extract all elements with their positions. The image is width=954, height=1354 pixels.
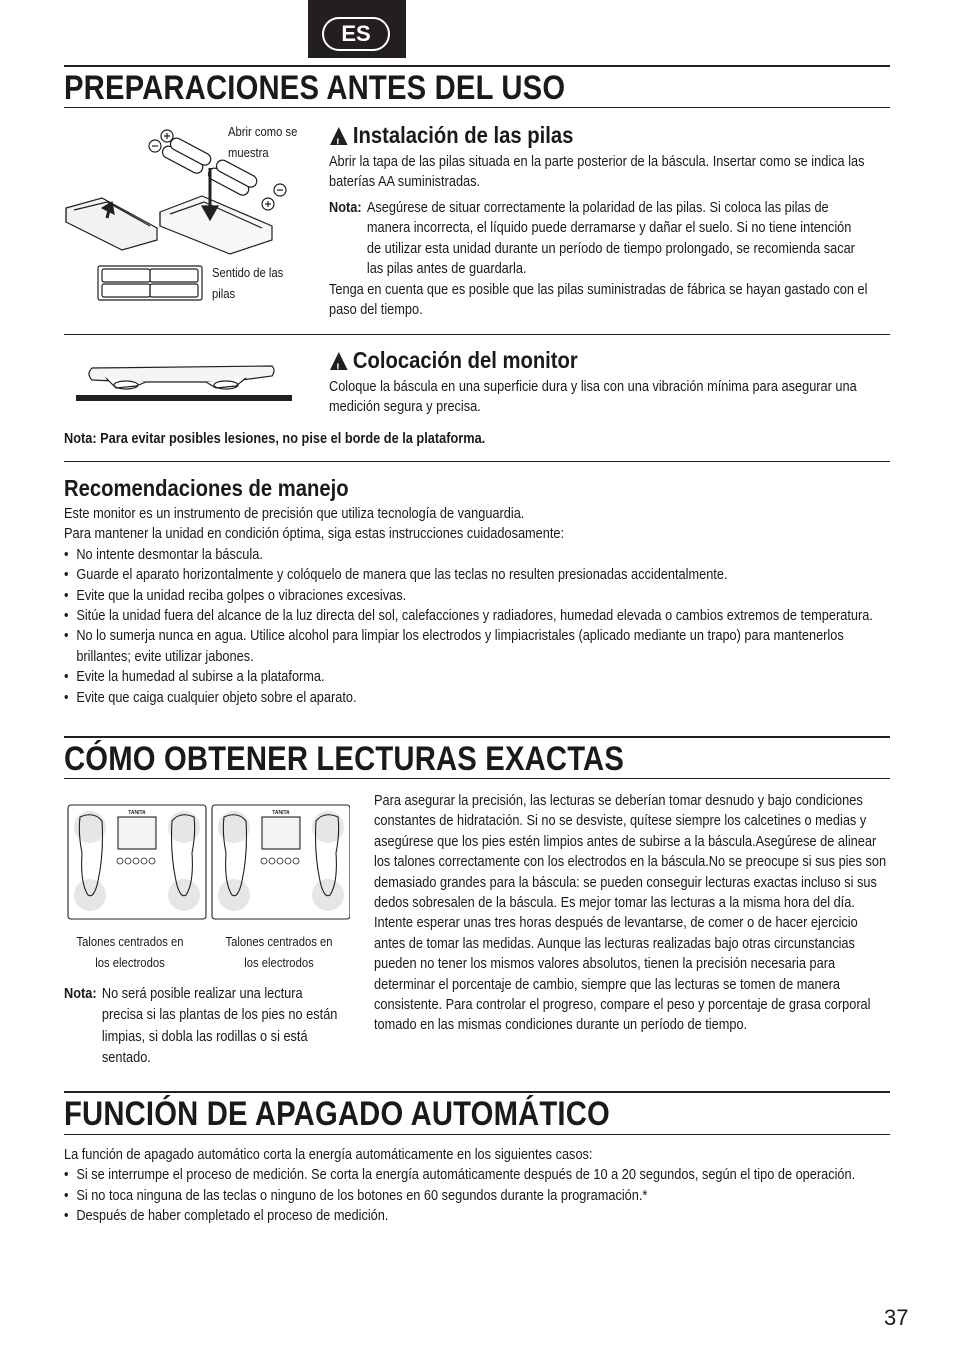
lecturas-body: Para asegurar la precisión, las lecturas se deberían tomar desnudo y bajo condiciones constantes de hidratación. Si no se desviste, quítese siempre los calcetines o medias y asegúrese que los pies estén limpios antes de subirse a la báscula.Asegúrese de alinear los talones correctamente con los electrodos en la báscula.No se preocupe si sus pies son demasiado grandes para la báscula: se pueden conseguir lecturas exactas incluso si sus dedos sobresalen de la báscula. Es mejor tomar las lecturas a la misma hora del día. Intente esperar unas tres horas después de levantarse, de comer o de hacer ejercicio antes de tomar las medidas. Aunque las lecturas realizadas bajo otras circunstancias pueden no tener los mismos valores absolutos, tienen la precisión necesaria para determinar el porcentaje de cambio, siempre que las lecturas se tomen de manera consistente. Para controlar el progreso, compare el peso y porcentaje de grasa corporal tomado en las mismas condiciones durante un período de tiempo. — [374, 793, 887, 1034]
pilas-outro: Tenga en cuenta que es posible que las pilas suministradas de fábrica se hayan gastado con el paso del tiempo. — [329, 282, 868, 319]
title-rule-top — [64, 65, 890, 67]
list-item: • Sitúe la unidad fuera del alcance de la luz directa del sol, calefacciones y radiadores, humedad elevada o cambios extremos de temperatura. — [64, 606, 891, 626]
list-item: • Si no toca ninguna de las teclas o ninguno de los botones en 60 segundos durante la programación.* — [64, 1186, 891, 1206]
list-item: • Si se interrumpe el proceso de medición. Se corta la energía automáticamente después de 10 a 20 segundos, según el tipo de operación. — [64, 1165, 891, 1185]
section-title-apagado: FUNCIÓN DE APAGADO AUTOMÁTICO — [64, 1095, 610, 1133]
title-rule-bottom — [64, 107, 890, 108]
nota-label: Nota: — [329, 200, 362, 216]
recomendaciones-list — [64, 504, 891, 708]
divider — [64, 334, 890, 335]
lecturas-nota — [64, 984, 346, 1070]
page-number: 37 — [884, 1305, 909, 1330]
section-title-preparaciones: PREPARACIONES ANTES DEL USO — [64, 69, 566, 107]
warning-icon — [330, 352, 348, 370]
divider — [64, 461, 890, 462]
title-rule-top — [64, 1091, 890, 1093]
warning-icon — [330, 127, 348, 145]
recomendaciones-intro: Este monitor es un instrumento de precisión que utiliza tecnología de vanguardia. — [64, 506, 525, 522]
title-rule-bottom — [64, 778, 890, 779]
scale-side-figure — [76, 356, 292, 406]
apagado-list — [64, 1145, 891, 1227]
list-item: • No intente desmontar la báscula. — [64, 545, 891, 565]
list-item: • Evite que caiga cualquier objeto sobre el aparato. — [64, 688, 891, 708]
list-item: • Evite que la unidad reciba golpes o vibraciones excesivas. — [64, 586, 891, 606]
caption-left: Talones centrados en los electrodos — [76, 935, 184, 970]
nota-text: Asegúrese de situar correctamente la polaridad de las pilas. Si coloca las pilas de manera incorrecta, el líquido puede derramarse y dañar el suelo. Si no tiene intención de utilizar esta unidad durante un período de tiempo prolongado, se recomienda sacar las pilas antes de guardarla. — [366, 200, 855, 278]
warning-note: Nota: Para evitar posibles lesiones, no pise el borde de la plataforma. — [64, 431, 486, 447]
scale-feet-figure — [66, 803, 350, 921]
heading-colocacion-monitor: !Colocación del monitor — [330, 346, 578, 374]
nota-text: No será posible realizar una lectura precisa si las plantas de los pies no están limpias, si dobla las rodillas o si está sentado. — [101, 986, 338, 1067]
figure-caption-open: Abrir como se muestra — [228, 125, 298, 160]
caption-right: Talones centrados en los electrodos — [225, 935, 333, 970]
monitor-text: Coloque la báscula en una superficie dura y lisa con una vibración mínima para asegurar una medición segura y precisa. — [329, 379, 857, 416]
list-item: • Guarde el aparato horizontalmente y colóquelo de manera que las teclas no resulten presionadas accidentalmente. — [64, 565, 891, 585]
nota-label: Nota: — [64, 986, 97, 1002]
pilas-nota — [329, 198, 857, 280]
apagado-intro: La función de apagado automático corta la energía automáticamente en los siguientes casos: — [64, 1147, 593, 1163]
list-item: • Después de haber completado el proceso de medición. — [64, 1206, 891, 1226]
recomendaciones-intro: Para mantener la unidad en condición óptima, siga estas instrucciones cuidadosamente: — [64, 526, 565, 543]
section-title-lecturas: CÓMO OBTENER LECTURAS EXACTAS — [64, 740, 625, 778]
brand-label: TANITA — [272, 810, 290, 816]
title-rule-bottom — [64, 1134, 890, 1135]
brand-label: TANITA — [128, 810, 146, 816]
heading-recomendaciones: Recomendaciones de manejo — [64, 475, 349, 501]
figure-caption-direction: Sentido de las pilas — [212, 266, 284, 301]
pilas-intro: Abrir la tapa de las pilas situada en la parte posterior de la báscula. Insertar como se indica las baterías AA suministradas. — [329, 154, 865, 191]
heading-instalacion-pilas: !Instalación de las pilas — [330, 121, 573, 149]
title-rule-top — [64, 736, 890, 738]
list-item: • Evite la humedad al subirse a la plataforma. — [64, 667, 891, 687]
language-badge: ES — [322, 17, 390, 51]
list-item: • No lo sumerja nunca en agua. Utilice alcohol para limpiar los electrodos y limpiacristales (aplicado mediante un trapo) para mantenerlos brillantes; evite utilizar jabones. — [64, 626, 891, 667]
